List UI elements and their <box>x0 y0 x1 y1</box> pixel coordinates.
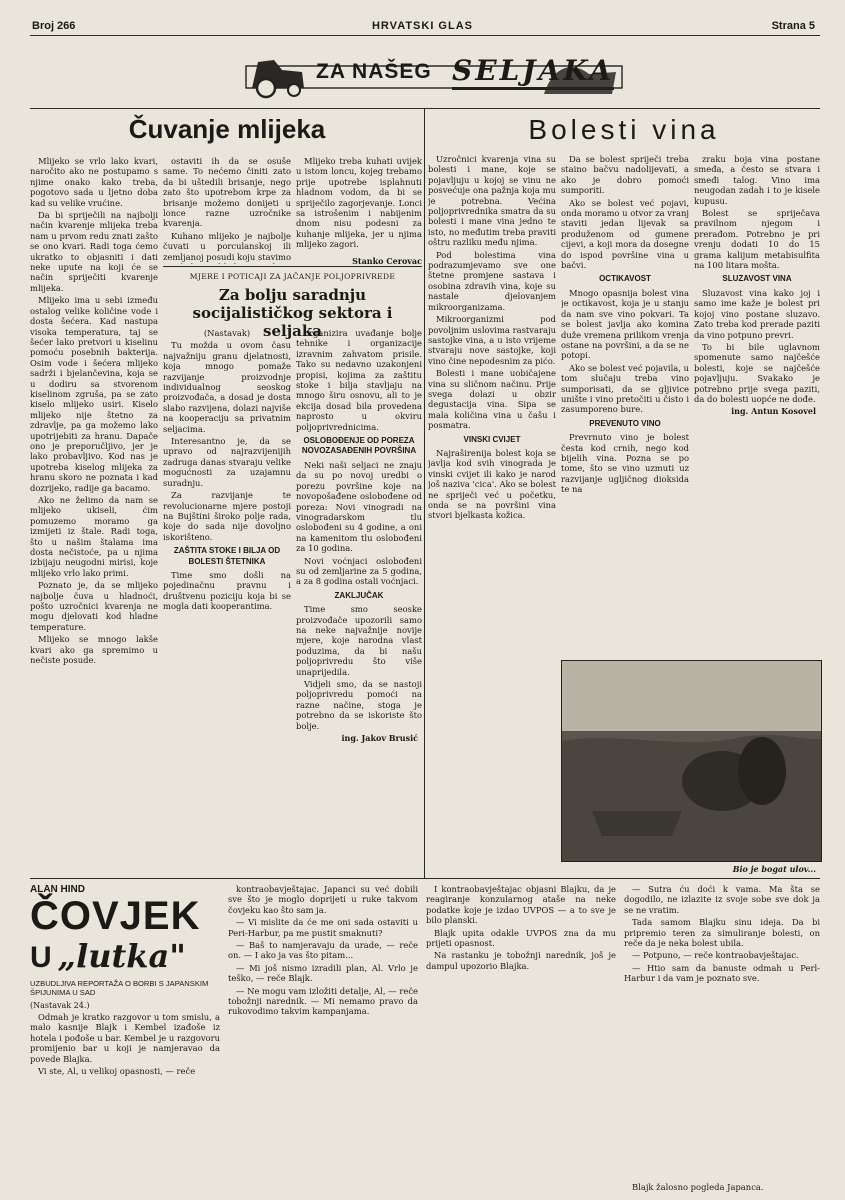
paragraph: — Sutra ću doći k vama. Ma šta se dogodilo, ne izlazite iz svoje sobe sve dok ja se ne vratim. <box>624 884 820 915</box>
banner-right: SELJAKA <box>452 54 614 90</box>
paragraph: kontraobavještajac. Japanci su već dobili sve što je moglo doprijeti u ruke takvom čovjeku kao što sam ja. <box>228 884 418 915</box>
paragraph: Bolesti i mane uobičajene vina su sličnom načinu. Prije svega dolazi u obzir degustacija vina. Sipa se mala količina vina u čašu i posmatra. <box>428 368 556 431</box>
paragraph: Mlijeko se mnogo lakše kvari ako ga spremimo u nečiste posude. <box>30 634 158 666</box>
header-rule <box>30 35 820 36</box>
paragraph: Pod bolestima vina podrazumjevamo sve one štetne promjene sastava i osobina zdravih vina, koje su nastale djelovanjem mikroorganizama. <box>428 249 556 312</box>
paragraph: ostaviti ih da se osuše same. To nećemo činiti zato da bi uštedili brisanje, nego zato što upotrebom krpe za brisanje možemo donijeti u lonce razne uzročnike kvarenja. <box>163 156 291 229</box>
paragraph: Odmah je kratko razgovor u tom smislu, a malo kasnije Blajk i Kembel izađoše iz hotela i pođoše u bar. Kembel je u razgovoru promijenio bar u koji je namjeravao da povede Blajka. <box>30 1012 220 1064</box>
subheading: ZAŠTITA STOKE I BILJA OD BOLESTI ŠTETNIKA <box>173 546 281 566</box>
paragraph: Neki naši seljaci ne znaju da su po novoj uredbi o porezu površine koje na novopošađene oslobođene od poreza: Novi vinogradi na vinogradarskom tlu oslobođeni su 4 godine, a oni na kamenitom tlu oslobođeni za 10 godina. <box>296 459 422 554</box>
subheading: ZAKLJUČAK <box>334 590 384 600</box>
serial-author: ALAN HIND <box>30 884 85 895</box>
vine-col-3 <box>694 154 820 714</box>
paragraph: Poznato je, da se mlijeko najbolje čuva u hladnoći, pošto uzročnici kvarenja ne mogu djelovati kod hladne temperature. <box>30 580 158 632</box>
paragraph: Za razvijanje te revolucionarne mjere postoji na Bujštini široko polje rada, koje do sada nije dovoljno iskorišteno. <box>163 490 291 542</box>
paragraph: Tada samom Blajku sinu ideja. Da bi pripremio teren za simuliranje bolesti, on reče da je neka bolest ubila. <box>624 917 820 949</box>
paragraph: Vi ste, Al, u velikoj opasnosti, — reče <box>38 1066 196 1077</box>
serial-title-top: ČOVJEK <box>30 894 201 938</box>
paragraph: Ako se bolest već pojavila, u tom slučaju treba vino sumporisati, da se gljivice unište i vino pretočiti u čisto i zasumporeno bure. <box>561 362 689 415</box>
paragraph: Mnogo opasnija bolest vina je octikavost, koja je u stanju da nam sve vino pokvari. Ta se bolest javlja ako komina duže vremena prilikom vrenja ostane na površini, a da se ne potopi. <box>561 287 689 361</box>
paragraph: Na rastanku je tobožnji narednik, još je dampul upozorio Blajka. <box>426 950 616 971</box>
coop-author: ing. Jakov Brusić <box>341 733 418 744</box>
coop-title: Za bolju saradnju socijalističkog sektora i seljaka <box>192 286 393 340</box>
paragraph: Sluzavost vina kako joj i samo ime kaže je bolest pri kojoj vino postane sluzavo. Zato treba kod prerade paziti da vino potpuno prevri. <box>694 287 820 340</box>
paragraph: Da bi spriječili na najbolji način kvarenje mlijeka treba nam u prvom redu znati zašto se ono kvari. Radi toga ćemo ukratko to objasniti i dati neke upute na koji će se način spriječiti kvarenje mlijeka. <box>30 210 158 293</box>
subheading: OCTIKAVOST <box>599 274 651 284</box>
serial-header <box>30 884 220 1192</box>
paragraph: Ako ne želimo da nam se mlijeko ukiseli, ćim pomuzemo moramo ga izmijeti iz štale. Radi toga, što u našim štalama ima dosta nečistoće, pa u njima izbijaju neugodni mirisi, koje mlijeko vrlo lako primi. <box>30 495 158 578</box>
vine-title: Bolesti vina <box>528 114 720 145</box>
serial-footer: Blajk žalosno pogleda Japanca. <box>632 1182 764 1192</box>
newspaper-name: HRVATSKI GLAS <box>371 20 473 32</box>
serial-title-u: U <box>30 941 52 974</box>
paragraph: Vidjeli smo, da se nastoji poljoprivredu pomoći na razne načine, stoga je potrebno da se iskoriste što bolje. <box>296 679 422 731</box>
banner-left: ZA NAŠEG <box>316 60 432 83</box>
serial-col-4 <box>624 884 820 1180</box>
milk-col-3 <box>296 156 422 252</box>
serial-col-2 <box>228 884 418 1192</box>
serial-col-3 <box>426 884 616 1192</box>
column-divider <box>424 108 425 878</box>
paragraph: Da se bolest spriječi treba staino bačvu nadolijevati, a ako je dobro pomoći sumporiti. <box>561 154 689 196</box>
subheading: PREVENUTO VINO <box>589 418 661 428</box>
paragraph: Mlijeko ima u sebi između ostalog velike količine vode i dosta šećera. Kad nastupa visoka temperatura, taj se šećer lako pretvori u kiselinu pomoću posebnih bakterija. Osim vode i šećera mlijeko sadrži i bjelančevina, koja se u dodiru sa stvorenom kiselinom zgruša, pa se zato kiselo mlijeko usiri. Kiselo mlijeko nije štetno za zdravlje, pa ga možemo lako upotrijebiti za hranu. Dapače ono je preporučljivo, jer je lako probavljivo. Kod nas je upotreba kiselog mlijeka za hranu skoro ne poznata i kad dozrijeko, radije ga bacamo. <box>30 295 158 493</box>
paragraph: Novi voćnjaci oslobođeni su od zemljarine za 5 godina, a za 8 godina ostali voćnjaci. <box>296 555 422 587</box>
milk-author: Stanko Cerovac <box>352 256 422 266</box>
issue-number: Broj 266 <box>32 20 76 32</box>
paragraph: organizira uvađanje bolje tehnike i organizacije izravnim zahvatom prisile. Tako su nedavno uzakonjeni propisi, kojima za zaštitu stoke i bilja stavljaju na mnogo širu osnovu, ali to je ekcija dosad bila provedena naprosto u okviru poljoprivrednicima. <box>296 328 422 432</box>
paragraph: Mikroorganizmi pod povoljnim uslovima rastvaraju sastojke vina, a u isto vrijeme stvaraju nove sastojke, koji vino čine nepodesnim za pićo. <box>428 314 556 366</box>
section-banner <box>244 44 624 102</box>
paragraph: — Htio sam da banuste odmah u Perl-Harbur i da vam je poznato sve. <box>624 962 820 984</box>
vine-author: ing. Antun Kosovel <box>731 406 816 417</box>
paragraph: Time smo došli na pojedinačnu pravnu i društvenu poziciju koja bi se mogla dati kooperantima. <box>163 569 291 612</box>
paragraph: — Potpuno, — reče kontraobavještajac. <box>632 950 799 961</box>
serial-subtitle: UZBUDLJIVA REPORTAŽA O BORBI S JAPANSKIM ŠPIJUNIMA U SAD <box>30 979 209 997</box>
serial-continuation: (Nastavak 24.) <box>30 1001 90 1010</box>
paragraph: Najraširenija bolest koja se javlja kod svih vinograda je vinski cvijet ili kako je narod još naziva 'cica'. Ako se bolest ne spriječi već u početku, onda se na površini vina stvori bjelkasta kožica. <box>428 447 556 521</box>
paragraph: Uzročnici kvarenja vina su bolesti i mane, koje se pojavljuju u kojoj se vinu ne posvećuje ona pažnja koja mu je potrebna. Većina poljoprivrednika smatra da su bolesti i mane vina jedno te isto, no međutim treba praviti oštru razliku među njima. <box>428 154 556 248</box>
paragraph: Mlijeko se vrlo lako kvari, naročito ako ne postupamo s njime onako kako treba, pogotovo sada u ljetno doba kad su velike vrućine. <box>30 156 158 208</box>
milk-title: Čuvanje mlijeka <box>128 114 326 144</box>
paragraph: — Mi još nismo izradili plan, Al. Vrlo je teško, — reče Blajk. <box>228 962 418 984</box>
paragraph: Mlijeko treba kuhati uvijek u istom loncu, kojeg trebamo prije upotrebe isplahnuti hladnom vodom, da bi se spriječilo zagorjevanje. Lonci sa istrošenim i nabijenim dnom nisu podesni za kuhanje mlijeka, jer u njima mlijeko zagori. <box>296 156 422 250</box>
paragraph: Time smo seoske proizvođače upozorili samo na neke najvažnije novije mjere, koje narodna vlast poduzima, da bi našu poljoprivredu što više unaprijedila. <box>296 604 422 677</box>
paragraph: Tu možda u ovom času najvažniju granu djelatnosti, koja mnogo pomaže razvijanje proizvodnje individualnog seoskog proizvođača, a dosad je dosta slabo razvijena, dolazi najviše na kooperaciju sa privatnim seljacima. <box>163 340 291 434</box>
coop-col-1 <box>163 328 291 876</box>
vine-col-2 <box>561 154 689 654</box>
paragraph: — Ne mogu vam izložiti detalje, Al, — reče tobožnji narednik. — Mi nemamo pravo da rukovodimo takvim kampanjama. <box>228 985 418 1017</box>
serial-title-lutka: „lutka" <box>57 937 186 975</box>
article-rule <box>163 266 422 267</box>
paragraph: Prevrnuto vino je bolest česta kod crnih, nego kod bijelih vina. Pozna se po tome, što se vino uzmuti uz razvijanje ugljičnog dioksida te na <box>561 432 689 495</box>
page-number: Strana 5 <box>771 20 815 32</box>
subheading: VINSKI CVIJET <box>463 434 521 444</box>
milk-col-2 <box>163 156 291 264</box>
vine-col-1 <box>428 154 556 794</box>
subheading: SLUZAVOST VINA <box>722 274 792 284</box>
coop-col-2 <box>296 328 422 876</box>
coop-kicker: MJERE I POTICAJI ZA JAČANJE POLJOPRIVREDE <box>189 272 396 281</box>
paragraph: Ako se bolest već pojavi, onda moramo u otvor za vranj staviti jedan lijevak sa produženom od gumene cijevi, a koji mora da dosegne do ispod površine vina u bačvi. <box>561 197 689 271</box>
paragraph: — Vi mislite da će me oni sada ostaviti u Peri-Harbur, pa me pustit smaknuti? <box>228 917 418 938</box>
banner-rule <box>30 108 820 109</box>
paragraph: Bolest se spriječava pravilnom njegom i prerađom. Potrebno je pri vrenju dodati 10 do 15 grama kalijum metabisulfita na 100 litara mošta. <box>694 208 820 271</box>
section-rule <box>30 878 820 879</box>
photo-image <box>562 661 821 861</box>
paragraph: (Nastavak) <box>203 328 251 338</box>
paragraph: zraku boja vina postane smeđa, a često se stvara i smeđi talog. Vino ima neugodan zadah i to je kisele kupusu. <box>694 154 820 206</box>
paragraph: Interesantno je, da se upravo od najrazvijenijih zadruga danas stvaraju velike mogućnosti za uzajamnu suradnju. <box>163 436 291 488</box>
photo-caption: Bio je bogat ulov... <box>732 864 816 874</box>
paragraph: To bi bile uglavnom spomenute samo najčešće bolesti, koje se najčešće pojavljuju. Svakako je potrebno prije svega paziti, da do bolesti uopće ne dođe. <box>694 341 820 404</box>
paragraph: Blajk upita odakle UVPOS zna da mu prijeti opasnost. <box>426 927 616 949</box>
paragraph: Kuhano mlijeko je najbolje čuvati u porculanskoj ili zemljanoj posudi koju stavimo <box>163 230 291 262</box>
subheading: OSLOBOĐENJE OD POREZA NOVOZASAĐENIH POVRŠINA <box>301 436 417 456</box>
fishing-photo <box>561 660 822 862</box>
paragraph: I kontraobavještajac objasni Blajku, da je reagiranje konzularnog ataše na neke podatke koje je izdao UVPOS — a to sve je bilo planski. <box>426 884 616 926</box>
milk-col-1 <box>30 156 158 876</box>
paragraph: — Baš to namjeravaju da urade, — reče on. — I ako ja vas što pitam... <box>228 940 418 961</box>
serial-col-1 <box>30 1012 220 1162</box>
